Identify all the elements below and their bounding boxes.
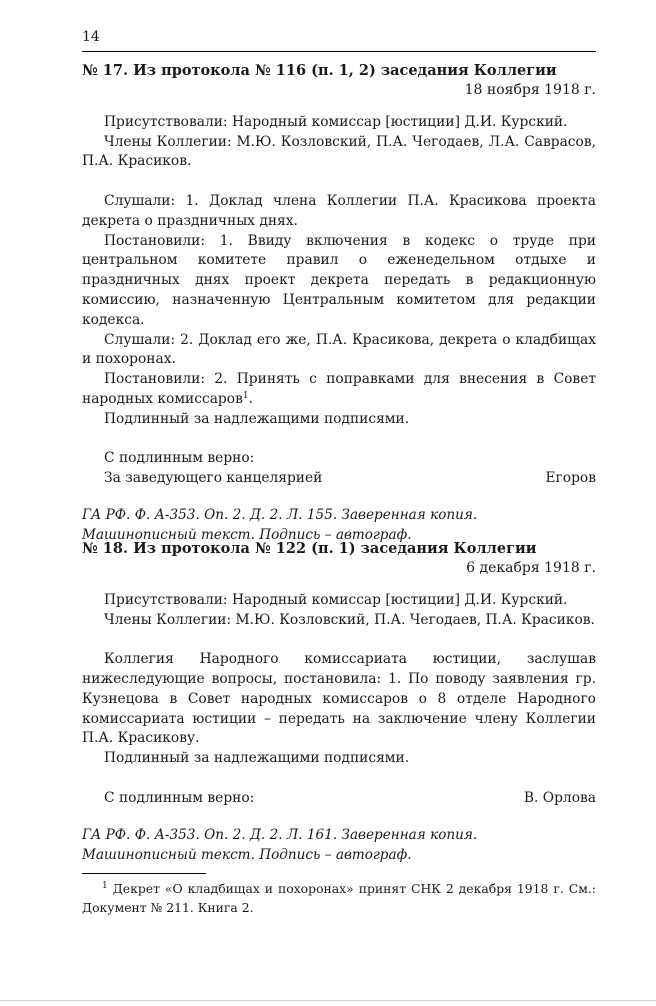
footnote-rule — [82, 873, 206, 874]
footnote-text: Декрет «О кладбищах и похоронах» принят СНК 2 декабря 1918 г. См.: Документ № 211. Книга 2. — [82, 881, 596, 915]
doc18-sign-name: В. Орлова — [523, 789, 596, 806]
doc18-body: Коллегия Народного комиссариата юстиции, заслушав нижеследующие вопросы, постановила: 1. По поводу заявления гр. Кузнецова в Совет народных комиссаров о 8 отделе Народного комиссариата юстиции – передать на заключение члену Коллегии П.А. Красикову. — [82, 651, 596, 747]
doc17-signature-row — [82, 469, 596, 489]
doc17-sign-name: Егоров — [545, 470, 596, 487]
document-page — [82, 0, 596, 1006]
doc17-resolved-2 — [82, 370, 596, 410]
doc17-date: 18 ноября 1918 г. — [464, 82, 596, 98]
page-number: 14 — [82, 29, 100, 45]
doc17-source-line-1: ГА РФ. Ф. А-353. Оп. 2. Д. 2. Л. 155. Заверенная копия. — [82, 506, 478, 523]
doc18-signature-row — [82, 789, 596, 809]
doc17-heading: № 17. Из протокола № 116 (п. 1, 2) заседания Коллегии — [82, 62, 557, 79]
document-18 — [82, 539, 596, 865]
doc18-source-line-2: Машинописный текст. Подпись – автограф. — [82, 846, 412, 863]
footnote — [82, 879, 596, 917]
doc17-source-line-2: Машинописный текст. Подпись – автограф. — [82, 526, 412, 543]
doc18-heading: № 18. Из протокола № 122 (п. 1) заседания Коллегии — [82, 540, 537, 557]
header-rule — [82, 51, 596, 52]
doc18-original-note: Подлинный за надлежащими подписями. — [104, 750, 410, 767]
doc17-heard-2: Слушали: 2. Доклад его же, П.А. Красикова, декрета о кладбищах и похоронах. — [82, 331, 596, 368]
doc17-members: Члены Коллегии: М.Ю. Козловский, П.А. Чегодаев, Л.А. Саврасов, П.А. Красиков. — [82, 133, 596, 170]
page-bottom-edge — [0, 1000, 656, 1001]
doc17-sign-role: За заведующего канцелярией — [104, 470, 323, 487]
document-17 — [82, 61, 596, 545]
footnote-number: 1 — [102, 881, 108, 891]
doc18-present: Присутствовали: Народный комиссар [юстиции] Д.И. Курский. — [104, 591, 568, 608]
doc17-certified: С подлинным верно: — [104, 450, 255, 467]
footnote-ref: 1 — [242, 390, 249, 401]
doc17-resolved-2-end: . — [248, 390, 253, 407]
doc17-original-note: Подлинный за надлежащими подписями. — [104, 410, 410, 427]
doc18-certified: С подлинным верно: — [104, 789, 255, 806]
doc17-resolved-2-text: Постановили: 2. Принять с поправками для внесения в Совет народных комиссаров — [82, 371, 596, 407]
doc18-members: Члены Коллегии: М.Ю. Козловский, П.А. Чегодаев, П.А. Красиков. — [104, 611, 595, 628]
doc17-heard-1: Слушали: 1. Доклад члена Коллегии П.А. Красикова проекта декрета о праздничных днях. — [82, 192, 596, 229]
doc18-date: 6 декабря 1918 г. — [466, 560, 596, 576]
doc17-resolved-1: Постановили: 1. Ввиду включения в кодекс о труде при центральном комитете правил о еженедельном отдыхе и праздничных днях проект декрета передать в редакционную комиссию, назначенную Центральным комитетом для редакции кодекса. — [82, 232, 596, 328]
doc17-present: Присутствовали: Народный комиссар [юстиции] Д.И. Курский. — [104, 113, 568, 130]
doc18-source-line-1: ГА РФ. Ф. А-353. Оп. 2. Д. 2. Л. 161. Заверенная копия. — [82, 826, 478, 843]
